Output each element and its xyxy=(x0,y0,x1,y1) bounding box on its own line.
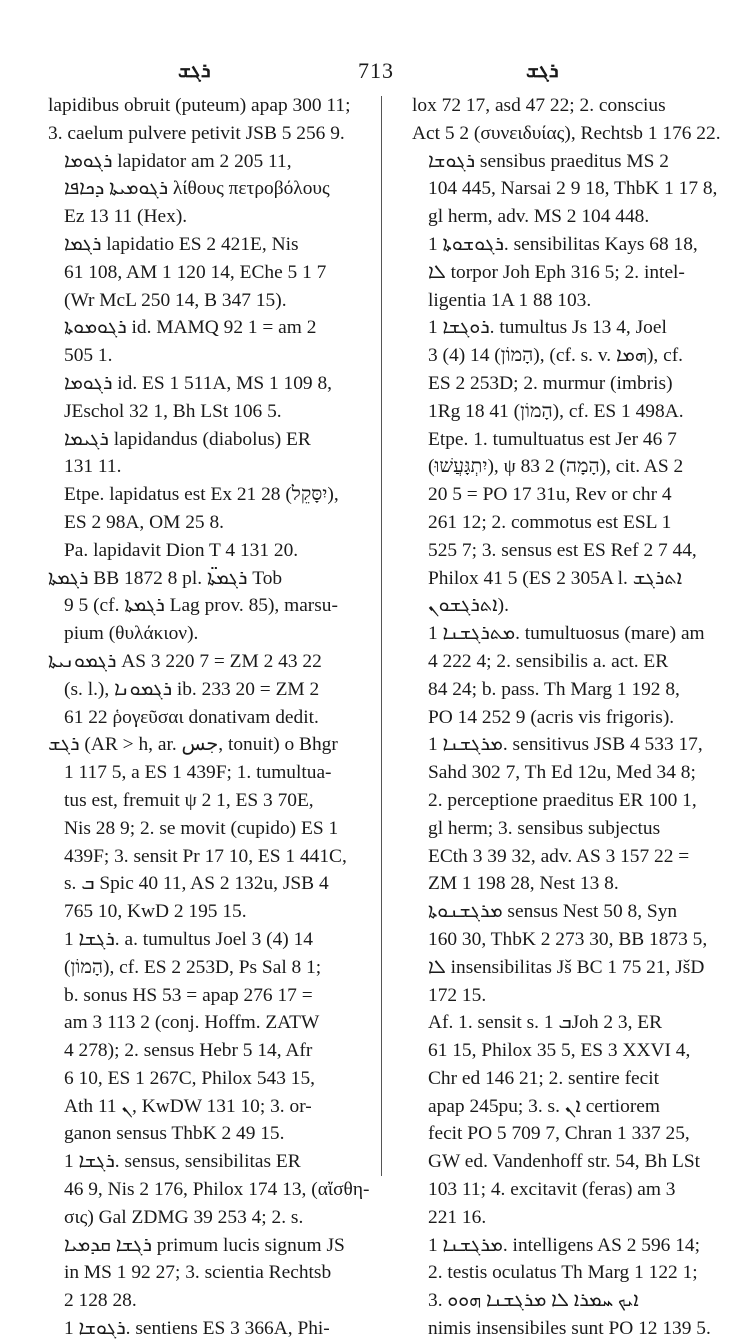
entry-line: s. ܒ Spic 40 11, AS 2 132u, JSB 4 xyxy=(64,873,329,895)
entry-line: Chr ed 146 21; 2. sentire fecit xyxy=(428,1067,660,1089)
entry-line: ܪܓܘܡܝܬܐ ܕܟܐܦܐ λίθους πετροβόλους xyxy=(64,178,330,200)
running-head-right: ܪܓܫ xyxy=(526,60,559,82)
entry-line: 61 22 ῥογεῦσαι donativam dedit. xyxy=(64,706,319,728)
entry-line: (הָמוֹן), cf. ES 2 253D, Ps Sal 8 1; xyxy=(64,956,322,978)
entry-line: ܠܐ torpor Joh Eph 316 5; 2. intel- xyxy=(428,261,685,283)
entry-line: 4 278); 2. sensus Hebr 5 14, Afr xyxy=(64,1040,313,1062)
entry-line: (יִתְגָּעֲשׁוּ), ψ 83 2 (הָמָה), cit. AS 2 xyxy=(428,456,684,478)
entry-line: 9 5 (cf. ܪܓܡܬܐ Lag prov. 85), marsu- xyxy=(64,595,338,617)
entry-line: ܪܓܝܡܐ lapidandus (diabolus) ER xyxy=(64,428,311,450)
right-column xyxy=(412,92,750,1343)
entry-line: ܡܬܪܓܫܢܐ 1. tumultuosus (mare) am xyxy=(428,623,705,645)
entry-line: Af. 1. sensit s. ܒ 1Joh 2 3, ER xyxy=(428,1012,663,1034)
entry-line: ܪܓܘܡܘܬܐ id. MAMQ 92 1 = am 2 xyxy=(64,317,317,339)
entry-line: 2. perceptione praeditus ER 100 1, xyxy=(428,789,697,811)
entry-line: ܪܓܫܐ 1. sensus, sensibilitas ER xyxy=(64,1151,301,1173)
entry-line: gl herm; 3. sensibus subjectus xyxy=(428,817,661,839)
entry-line: Etpe. lapidatus est Ex 21 28 (יִסָּקֵל), xyxy=(64,484,339,506)
entry-line: (s. l.), ܪܓܡܘܢܐ ib. 233 20 = ZM 2 xyxy=(64,678,320,700)
entry-line: Act 5 2 (συνειδυίας), Rechtsb 1 176 22. xyxy=(412,122,721,144)
entry-line: nimis insensibiles sunt PO 12 139 5. xyxy=(428,1318,711,1340)
entry-line: gl herm, adv. MS 2 104 448. xyxy=(428,206,650,228)
left-column xyxy=(48,92,388,1343)
entry-line: ܡܪܓܫܢܐ 1. intelligens AS 2 596 14; xyxy=(428,1234,701,1256)
entry-line: σις) Gal ZDMG 39 253 4; 2. s. xyxy=(64,1206,304,1228)
entry-line: 61 15, Philox 35 5, ES 3 XXVI 4, xyxy=(428,1040,691,1062)
entry-line: ܪܓܡܘܢܝܬܐ AS 3 220 7 = ZM 2 43 22 xyxy=(48,650,322,672)
entry-line: 1Rg 18 41 (הָמוֹן), cf. ES 1 498A. xyxy=(428,400,684,422)
entry-line: ZM 1 198 28, Nest 13 8. xyxy=(428,873,619,895)
entry-line: 6 10, ES 1 267C, Philox 543 15, xyxy=(64,1067,316,1089)
entry-line: ܪܓܫܐ ܩܕܡܝܐ primum lucis signum JS xyxy=(64,1234,345,1256)
entry-line: 261 12; 2. commotus est ESL 1 xyxy=(428,511,672,533)
entry-line: ܪܓܫܐ 1. a. tumultus Joel 3 (4) 14 xyxy=(64,928,313,950)
entry-line: 84 24; b. pass. Th Marg 1 192 8, xyxy=(428,678,680,700)
page-header xyxy=(40,58,720,88)
entry-line: Ez 13 11 (Hex). xyxy=(64,206,188,228)
page-number: 713 xyxy=(358,58,394,83)
entry-line: ganon sensus ThbK 2 49 15. xyxy=(64,1123,285,1145)
entry-line: 104 445, Narsai 2 9 18, ThbK 1 17 8, xyxy=(428,178,718,200)
entry-line: 1 117 5, a ES 1 439F; 1. tumultua- xyxy=(64,762,332,784)
entry-line: 2. testis oculatus Th Marg 1 122 1; xyxy=(428,1262,698,1284)
entry-line: Philox 41 5 (ES 2 305A l. ܐܬܪܓܫ xyxy=(428,567,683,589)
entry-line: ܪܓܘܫܘܬܐ 1. sensibilitas Kays 68 18, xyxy=(428,233,698,255)
entry-line: am 3 113 2 (conj. Hoffm. ZATW xyxy=(64,1012,320,1034)
entry-line: pium (θυλάκιον). xyxy=(64,623,199,645)
entry-line: ܪܓܡܬܐ BB 1872 8 pl. ܪܓܡܬܐ̈ Tob xyxy=(48,567,283,589)
entry-line: 131 11. xyxy=(64,456,122,478)
entry-line: ES 2 253D; 2. murmur (imbris) xyxy=(428,372,673,394)
entry-line: ܐܬܪܓܫܘܢ). xyxy=(428,595,509,617)
entry-line: ܪܓܘܡܐ lapidator am 2 205 11, xyxy=(64,150,292,172)
entry-line: 525 7; 3. sensus est ES Ref 2 7 44, xyxy=(428,539,697,561)
entry-line: 160 30, ThbK 2 273 30, BB 1873 5, xyxy=(428,928,708,950)
entry-line: ܠܐ insensibilitas Jš BC 1 75 21, JšD xyxy=(428,956,705,978)
entry-line: lox 72 17, asd 47 22; 2. conscius xyxy=(412,95,666,116)
entry-line: ligentia 1A 1 88 103. xyxy=(428,289,592,311)
entry-line: Ath ܢ 11, KwDW 131 10; 3. or- xyxy=(64,1095,312,1117)
entry-line: GW ed. Vandenhoff str. 54, Bh LSt xyxy=(428,1151,700,1173)
entry-line: 2 128 28. xyxy=(64,1290,137,1312)
entry-line: 765 10, KwD 2 195 15. xyxy=(64,901,247,923)
entry-line: ܪܓܡܐ lapidatio ES 2 421E, Nis xyxy=(64,233,299,255)
entry-line: fecit PO 5 709 7, Chran 1 337 25, xyxy=(428,1123,690,1145)
entry-line: (Wr McL 250 14, B 347 15). xyxy=(64,289,287,311)
entry-line: Nis 28 9; 2. se movit (cupido) ES 1 xyxy=(64,817,339,839)
entry-line: Etpe. 1. tumultuatus est Jer 46 7 xyxy=(428,428,677,450)
entry-line: 61 108, AM 1 120 14, EChe 5 1 7 xyxy=(64,261,327,283)
entry-line: JEschol 32 1, Bh LSt 106 5. xyxy=(64,400,282,422)
entry-line: 4 222 4; 2. sensibilis a. act. ER xyxy=(428,650,669,672)
entry-line: ECth 3 39 32, adv. AS 3 157 22 = xyxy=(428,845,690,867)
entry-line: PO 14 252 9 (acris vis frigoris). xyxy=(428,706,675,728)
entry-line: Sahd 302 7, Th Ed 12u, Med 34 8; xyxy=(428,762,696,784)
running-head-left: ܪܓܫ xyxy=(178,60,211,82)
entry-line: ES 2 98A, OM 25 8. xyxy=(64,511,224,533)
entry-line: 172 15. xyxy=(428,984,487,1006)
entry-line: apap 245pu; 3. s. ܐܢ certiorem xyxy=(428,1095,660,1117)
entry-line: ܪܓܫ (AR > h, ar. جس, tonuit) o Bhgr xyxy=(48,734,338,756)
entry-line: ܪܘܓܫܐ 1. tumultus Js 13 4, Joel xyxy=(428,317,667,339)
entry-line: ܡܪܓܫܢܘܬܐ sensus Nest 50 8, Syn xyxy=(428,901,678,923)
entry-line: in MS 1 92 27; 3. scientia Rechtsb xyxy=(64,1262,332,1284)
entry-line: 103 11; 4. excitavit (feras) am 3 xyxy=(428,1179,676,1201)
entry-line: b. sonus HS 53 = apap 276 17 = xyxy=(64,984,313,1006)
entry-line: tus est, fremuit ψ 2 1, ES 3 70E, xyxy=(64,789,314,811)
entry-line: ܪܓܘܫܐ 1. sentiens ES 3 366A, Phi- xyxy=(64,1318,330,1340)
entry-line: 505 1. xyxy=(64,345,113,367)
entry-line: 20 5 = PO 17 31u, Rev or chr 4 xyxy=(428,484,672,506)
entry-line: 3 (4) 14 (הָמוֹן), (cf. s. v. ܗܡܐ), cf. xyxy=(428,345,684,367)
entry-line: ܪܓܘܡܐ id. ES 1 511A, MS 1 109 8, xyxy=(64,372,333,394)
entry-line: 221 16. xyxy=(428,1206,487,1228)
entry-line: lapidibus obruit (puteum) apap 300 11; xyxy=(48,95,351,116)
entry-line: 439F; 3. sensit Pr 17 10, ES 1 441C, xyxy=(64,845,347,867)
entry-line: Pa. lapidavit Dion T 4 131 20. xyxy=(64,539,299,561)
entry-line: 3. caelum pulvere petivit JSB 5 256 9. xyxy=(48,122,345,144)
entry-line: 46 9, Nis 2 176, Philox 174 13, (αἴσθη- xyxy=(64,1179,370,1201)
entry-line: ܪܓܘܫܐ sensibus praeditus MS 2 xyxy=(428,150,669,172)
entry-line: 3. ܐܝܟ ܚܡܪܐ ܠܐ ܡܪܓܫܢܐ ܗܘܘ xyxy=(428,1290,639,1312)
entry-line: ܡܪܓܫܢܐ 1. sensitivus JSB 4 533 17, xyxy=(428,734,703,756)
